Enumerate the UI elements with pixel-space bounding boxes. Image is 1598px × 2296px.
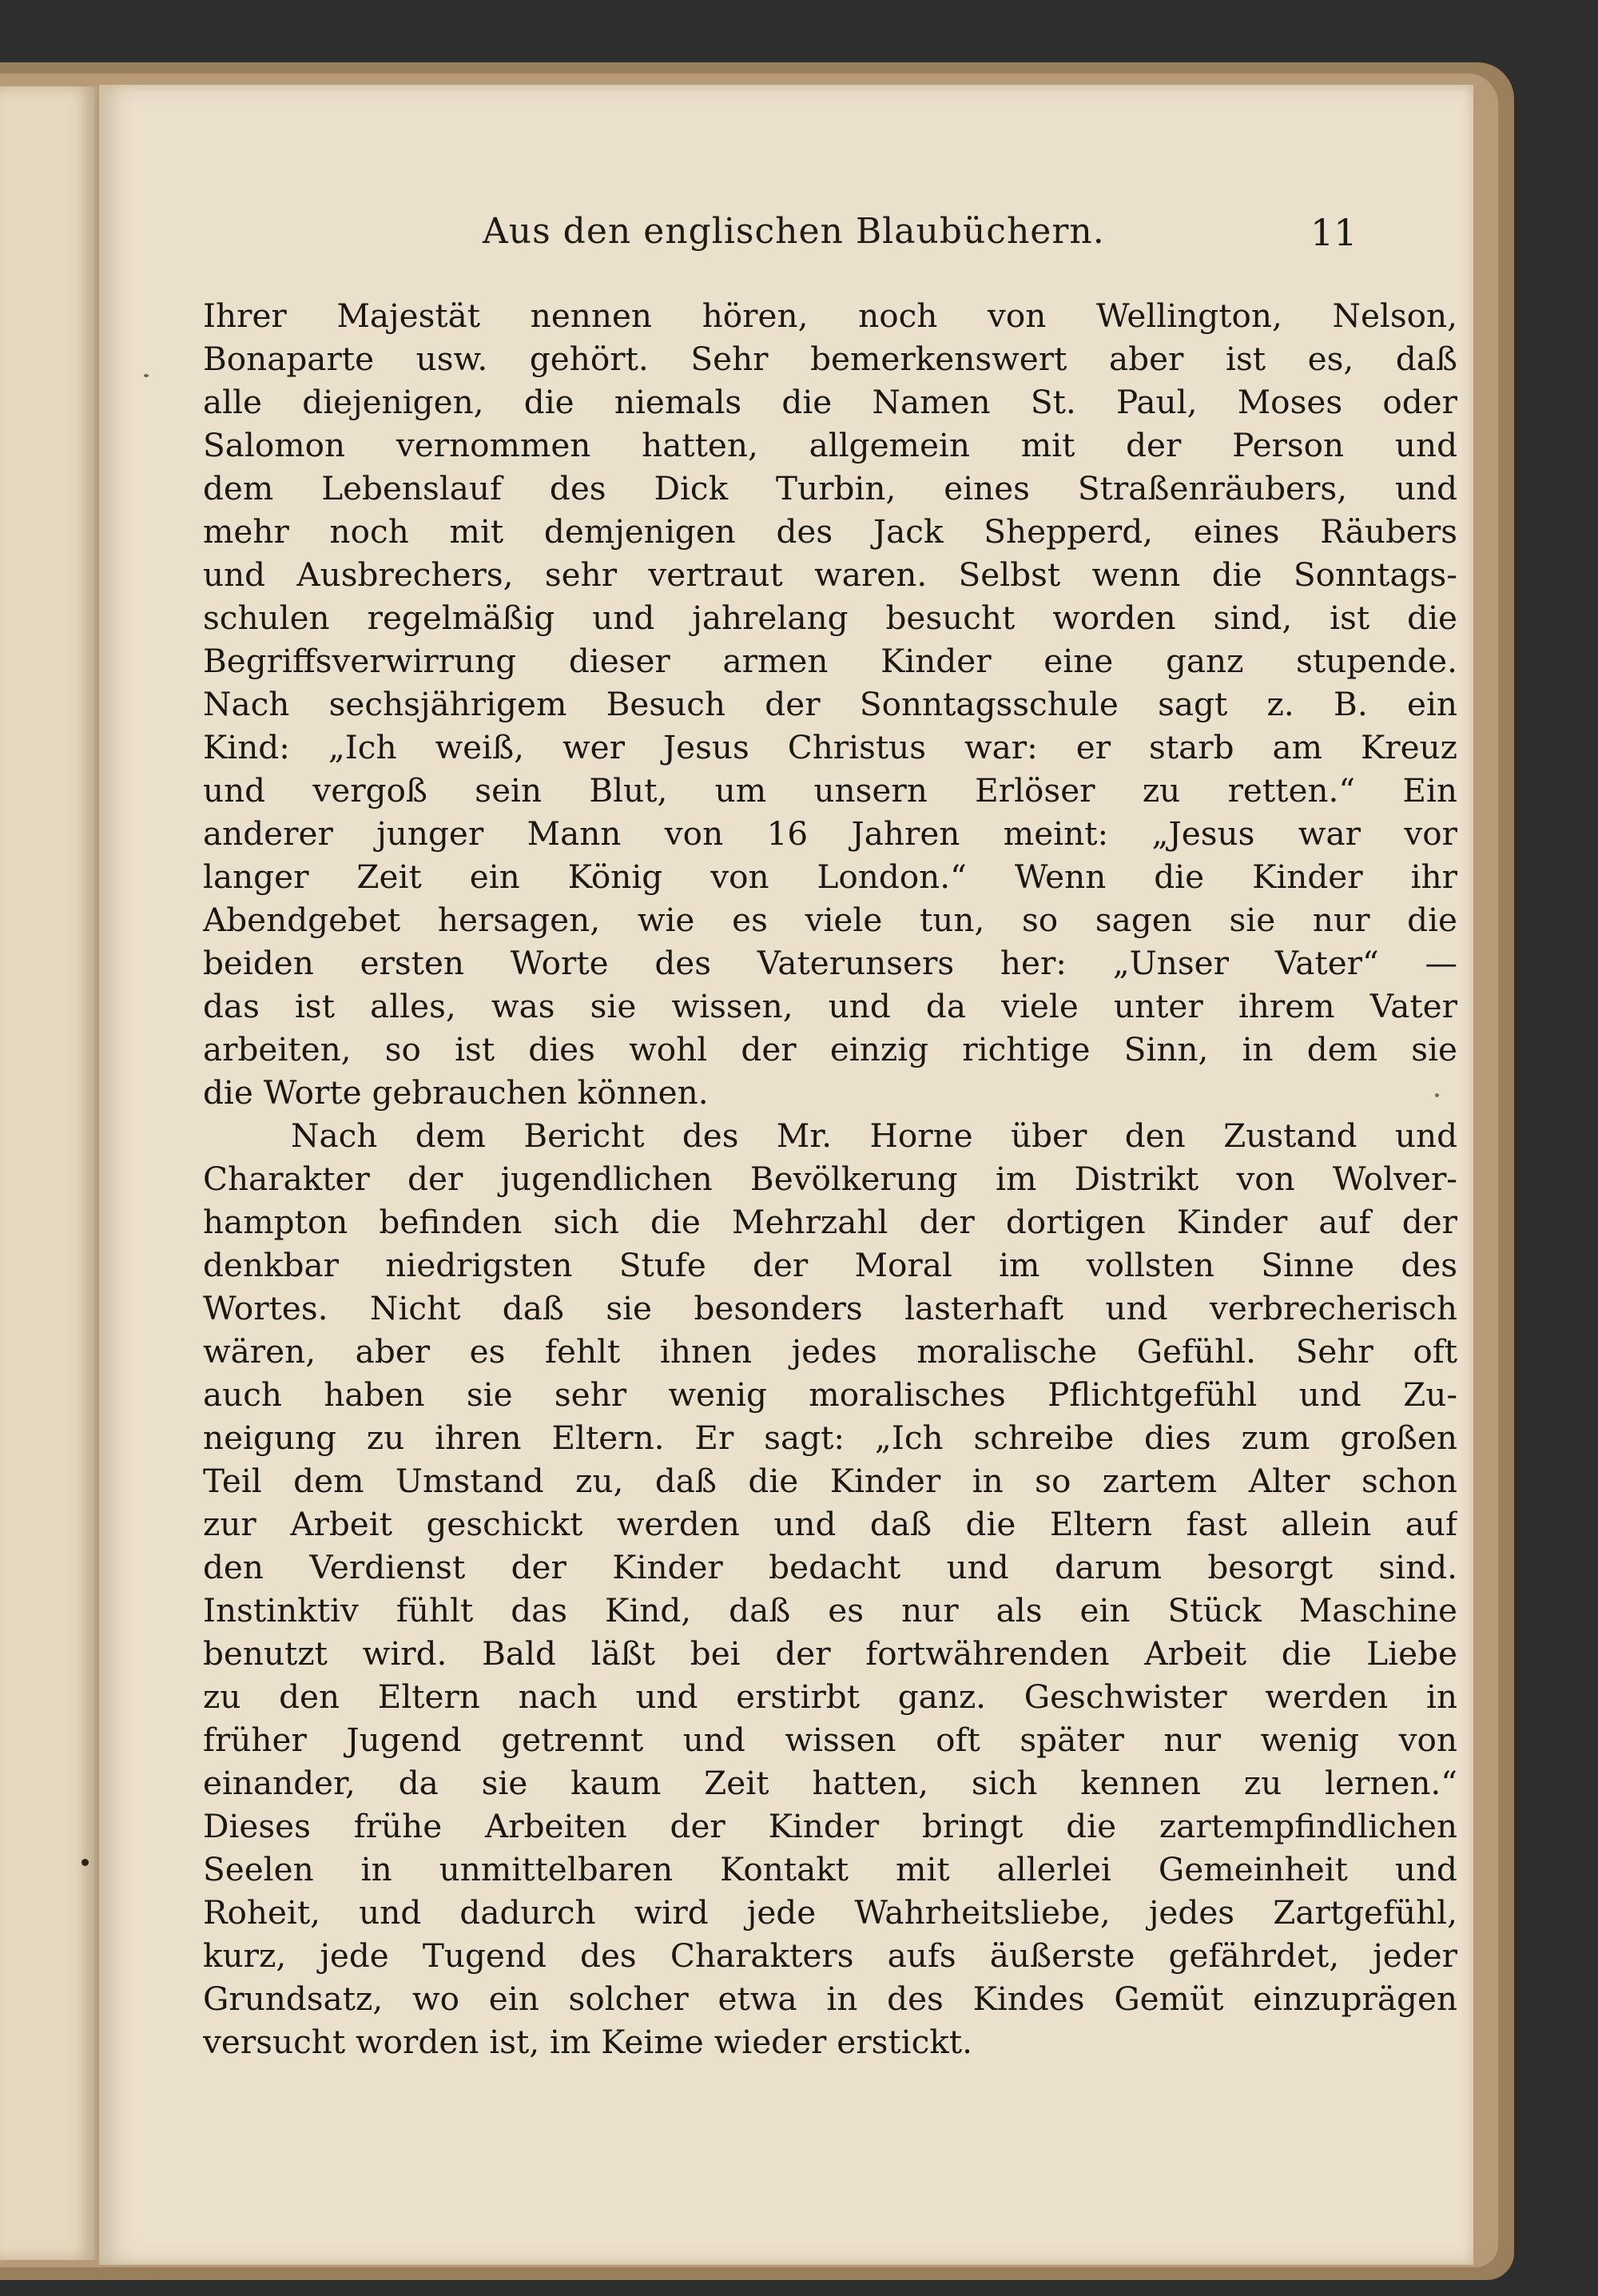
text-line: schulen regelmäßig und jahrelang besucht worden sind, ist die xyxy=(203,599,1457,637)
text-line: früher Jugend getrennt und wissen oft später nur wenig von xyxy=(203,1721,1457,1759)
ink-speck xyxy=(144,374,149,377)
text-line: und vergoß sein Blut, um unsern Erlöser zu retten.“ Ein xyxy=(203,771,1457,810)
text-line: neigung zu ihren Eltern. Er sagt: „Ich schreibe dies zum großen xyxy=(203,1419,1457,1457)
text-line: auch haben sie sehr wenig moralisches Pflichtgefühl und Zu- xyxy=(203,1375,1457,1414)
text-line: Kind: „Ich weiß, wer Jesus Christus war: er starb am Kreuz xyxy=(203,728,1457,766)
text-line: beiden ersten Worte des Vaterunsers her: „Unser Vater“ — xyxy=(203,944,1457,982)
text-line: dem Lebenslauf des Dick Turbin, eines Straßenräubers, und xyxy=(203,469,1457,507)
text-line: versucht worden ist, im Keime wieder erstickt. xyxy=(203,2023,973,2061)
ink-speck xyxy=(1435,1093,1439,1097)
text-line: und Ausbrechers, sehr vertraut waren. Selbst wenn die Sonntags- xyxy=(203,555,1457,594)
text-line: Bonaparte usw. gehört. Sehr bemerkenswert aber ist es, daß xyxy=(203,340,1457,378)
left-page-edge xyxy=(0,86,97,2260)
text-line: arbeiten, so ist dies wohl der einzig richtige Sinn, in dem sie xyxy=(203,1030,1457,1068)
text-line: Salomon vernommen hatten, allgemein mit der Person und xyxy=(203,426,1457,464)
text-line: das ist alles, was sie wissen, und da viele unter ihrem Vater xyxy=(203,987,1457,1025)
text-line: benutzt wird. Bald läßt bei der fortwährenden Arbeit die Liebe xyxy=(203,1634,1457,1673)
text-line: zur Arbeit geschickt werden und daß die Eltern fast allein auf xyxy=(203,1505,1457,1543)
text-line: Instinktiv fühlt das Kind, daß es nur als ein Stück Maschine xyxy=(203,1591,1457,1629)
text-line: mehr noch mit demjenigen des Jack Shepperd, eines Räubers xyxy=(203,512,1457,551)
text-line: Abendgebet hersagen, wie es viele tun, so sagen sie nur die xyxy=(203,901,1457,939)
text-line: Wortes. Nicht daß sie besonders lasterhaft und verbrecherisch xyxy=(203,1289,1457,1327)
text-line: denkbar niedrigsten Stufe der Moral im vollsten Sinne des xyxy=(203,1246,1457,1284)
body-text xyxy=(203,294,1457,2063)
running-head-title: Aus den englischen Blaubüchern. xyxy=(483,211,1105,252)
text-line: Nach sechsjährigem Besuch der Sonntagsschule sagt z. B. ein xyxy=(203,685,1457,723)
text-line: zu den Eltern nach und erstirbt ganz. Geschwister werden in xyxy=(203,1677,1457,1716)
text-line: den Verdienst der Kinder bedacht und darum besorgt sind. xyxy=(203,1548,1457,1586)
book-page xyxy=(99,85,1473,2265)
text-line: Begriffsverwirrung dieser armen Kinder eine ganz stupende. xyxy=(203,642,1457,680)
text-line: kurz, jede Tugend des Charakters aufs äußerste gefährdet, jeder xyxy=(203,1936,1457,1975)
text-line: Ihrer Majestät nennen hören, noch von Wellington, Nelson, xyxy=(203,296,1457,335)
text-line: Teil dem Umstand zu, daß die Kinder in so zartem Alter schon xyxy=(203,1462,1457,1500)
page-number: 11 xyxy=(1310,211,1358,254)
text-line: wären, aber es fehlt ihnen jedes moralische Gefühl. Sehr oft xyxy=(203,1332,1457,1371)
text-line: die Worte gebrauchen können. xyxy=(203,1073,709,1112)
text-line: anderer junger Mann von 16 Jahren meint: „Jesus war vor xyxy=(203,814,1457,853)
text-line: Charakter der jugendlichen Bevölkerung im Distrikt von Wolver- xyxy=(203,1160,1457,1198)
text-line: langer Zeit ein König von London.“ Wenn die Kinder ihr xyxy=(203,858,1457,896)
text-line: alle diejenigen, die niemals die Namen St. Paul, Moses oder xyxy=(203,383,1457,421)
text-line: Grundsatz, wo ein solcher etwa in des Kindes Gemüt einzuprägen xyxy=(203,1980,1457,2018)
text-line: Nach dem Bericht des Mr. Horne über den Zustand und xyxy=(291,1116,1457,1155)
text-line: einander, da sie kaum Zeit hatten, sich kennen zu lernen.“ xyxy=(203,1764,1457,1802)
text-line: hampton befinden sich die Mehrzahl der dortigen Kinder auf der xyxy=(203,1203,1457,1241)
text-line: Dieses frühe Arbeiten der Kinder bringt die zartempfindlichen xyxy=(203,1807,1457,1845)
ink-speck xyxy=(81,1859,89,1866)
text-line: Roheit, und dadurch wird jede Wahrheitsliebe, jedes Zartgefühl, xyxy=(203,1893,1457,1932)
text-line: Seelen in unmittelbaren Kontakt mit allerlei Gemeinheit und xyxy=(203,1850,1457,1888)
